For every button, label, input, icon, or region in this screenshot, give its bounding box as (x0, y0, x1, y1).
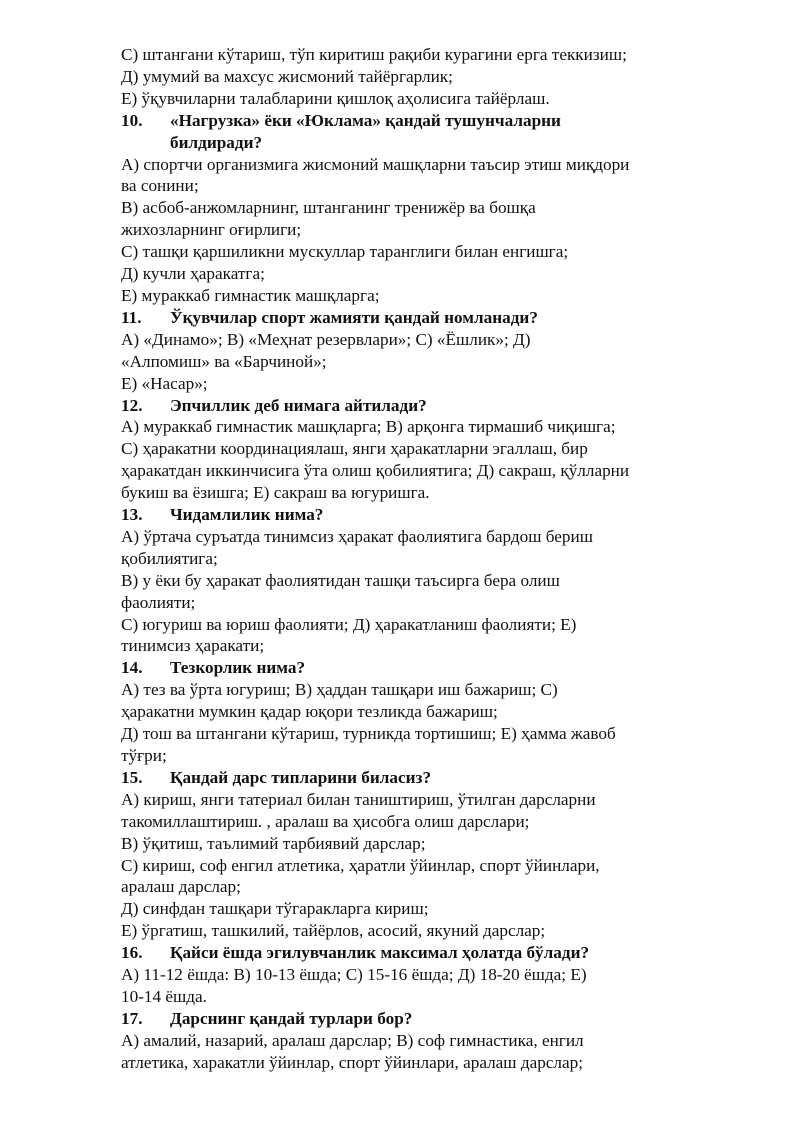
question-heading (121, 307, 681, 329)
answer-line: Е) мураккаб гимнастик машқларга; (121, 285, 380, 305)
answer-line: А) 11-12 ёшда: В) 10-13 ёшда; С) 15-16 ёшда; Д) 18-20 ёшда; Е) (121, 965, 587, 985)
answer-line: ва сонини; (121, 176, 199, 196)
answer-line: ҳаракатни мумкин қадар юқори тезликда бажариш; (121, 702, 498, 722)
answer-line: С) ҳаракатни координациялаш, янги ҳаракатларни эгаллаш, бир (121, 439, 588, 459)
answer-line: Е) ўргатиш, ташкилий, тайёрлов, асосий, якуний дарслар; (121, 921, 546, 941)
answer-line: С) кириш, соф енгил атлетика, ҳаратли ўйинлар, спорт ўйинлари, (121, 855, 600, 875)
answer-line: А) мураккаб гимнастик машқларга; В) арқонга тирмашиб чиқишга; (121, 417, 616, 437)
answer-line: жихозларнинг оғирлиги; (121, 220, 302, 240)
question-text: Эпчиллик деб нимага айтилади? (170, 395, 427, 415)
question-number: 14. (121, 658, 143, 678)
answer-line: Д) синфдан ташқари тўгаракларга кириш; (121, 899, 429, 919)
answer-line: аралаш дарслар; (121, 877, 241, 897)
answer-line: А) спортчи организмига жисмоний машқларни таъсир этиш миқдори (121, 154, 630, 174)
question-heading (121, 395, 681, 417)
question-text-continued: билдиради? (170, 132, 263, 152)
question-heading (121, 657, 681, 679)
answer-line: А) ўртача суръатда тинимсиз ҳаракат фаолиятига бардош бериш (121, 526, 593, 546)
question-number: 10. (121, 110, 143, 130)
question-heading (121, 767, 681, 789)
answer-line: Д) умумий ва махсус жисмоний тайёргарлик; (121, 66, 453, 86)
answer-line: атлетика, харакатли ўйинлар, спорт ўйинлари, аралаш дарслар; (121, 1052, 584, 1072)
answer-line: В) ўқитиш, таълимий тарбиявий дарслар; (121, 833, 426, 853)
question-text: «Нагрузка» ёки «Юклама» қандай тушунчаларни (170, 110, 561, 130)
answer-line: 10-14 ёшда. (121, 986, 207, 1006)
question-number: 16. (121, 943, 143, 963)
answer-line: Е) ўқувчиларни талабларини қишлоқ аҳолисига тайёрлаш. (121, 88, 550, 108)
question-text: Чидамлилик нима? (170, 505, 324, 525)
answer-line: В) асбоб-анжомларнинг, штангaнинг тренижёр ва бошқа (121, 198, 536, 218)
question-text: Дарснинг қандай турлари бор? (170, 1008, 413, 1028)
question-heading (121, 504, 681, 526)
answer-line: тўғри; (121, 746, 167, 765)
answer-line: А) тез ва ўрта югуриш; В) ҳаддан ташқари иш бажариш; С) (121, 680, 558, 700)
question-heading (121, 1008, 681, 1030)
answer-line: Д) тош ва штангани кўтариш, турникда тортишиш; Е) ҳамма жавоб (121, 724, 616, 744)
answer-line: тинимсиз ҳаракати; (121, 636, 265, 656)
answer-line: фаолияти; (121, 592, 196, 612)
answer-line: қобилиятига; (121, 548, 218, 568)
answer-line: С) ташқи қаршиликни мускуллар таранглиги билан енгишга; (121, 242, 569, 262)
answer-line: ҳаракатдан иккинчисига ўта олиш қобилиятига; Д) сакраш, қўлларни (121, 461, 630, 481)
question-heading (121, 110, 681, 132)
answer-line: Е) «Насар»; (121, 373, 208, 393)
answer-line: С) штангани кўтариш, тўп киритиш рақиби курагини ерга теккизиш; (121, 45, 627, 64)
question-text: Қандай дарс типларини биласиз? (170, 767, 432, 787)
question-heading (121, 942, 681, 964)
document-body (121, 44, 681, 1074)
question-number: 17. (121, 1008, 143, 1028)
answer-line: В) у ёки бу ҳаракат фаолиятидан ташқи таъсирга бера олиш (121, 570, 560, 590)
answer-line: С) югуриш ва юриш фаолияти; Д) ҳаракатланиш фаолияти; Е) (121, 614, 577, 634)
question-number: 12. (121, 395, 143, 415)
question-text: Тезкорлик нима? (170, 658, 306, 678)
question-text: Ўқувчилар спорт жамияти қандай номланади? (170, 307, 538, 327)
answer-line: А) амалий, назарий, аралаш дарслар; В) соф гимнастика, енгил (121, 1030, 584, 1050)
question-text: Қайси ёшда эгилувчанлик максимал ҳолатда бўлади? (170, 943, 590, 963)
answer-line: Д) кучли ҳаракатга; (121, 264, 265, 284)
answer-line: «Алпомиш» ва «Барчиной»; (121, 351, 327, 371)
question-number: 13. (121, 505, 143, 525)
question-number: 11. (121, 307, 142, 327)
question-number: 15. (121, 767, 143, 787)
answer-line: А) «Динамо»; В) «Меҳнат резервлари»; С) «Ёшлик»; Д) (121, 329, 531, 349)
answer-line: такомиллаштириш. , аралаш ва ҳисобга олиш дарслари; (121, 811, 530, 831)
answer-line: А) кириш, янги татериал билан таништириш, ўтилган дарсларни (121, 789, 596, 809)
answer-line: букиш ва ёзишга; Е) сакраш ва югуришга. (121, 483, 430, 503)
